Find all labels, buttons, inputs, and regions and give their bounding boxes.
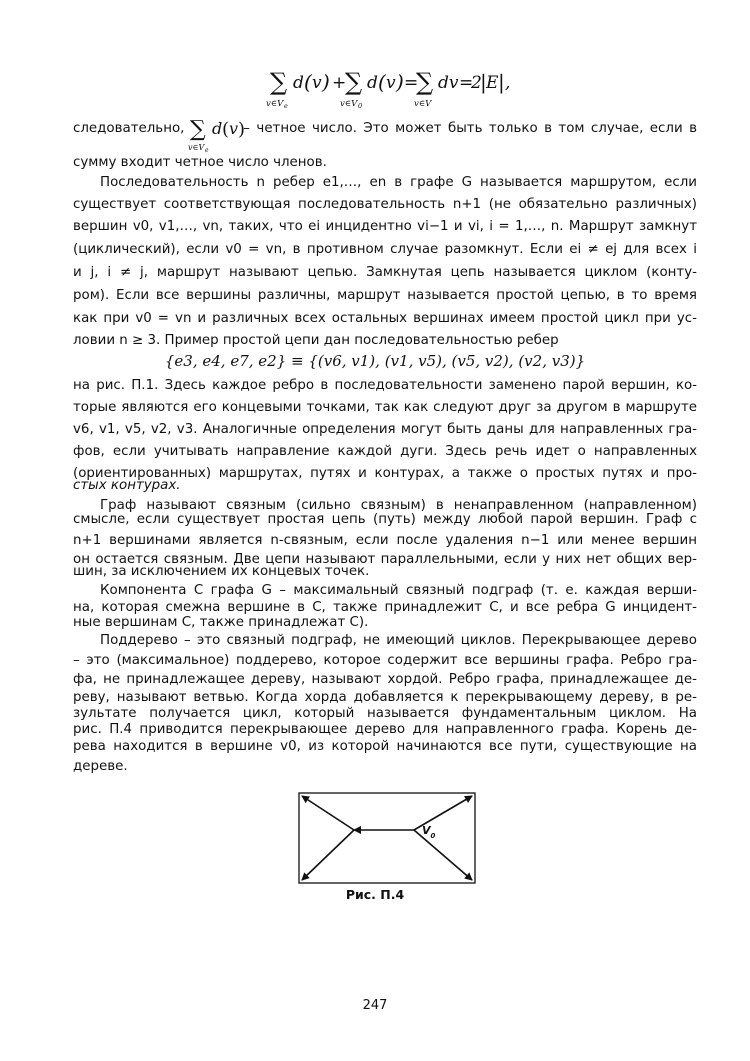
line-1-pre: следовательно, xyxy=(73,121,191,136)
svg-text:v: v xyxy=(386,73,396,93)
text-line-2: сумму входит четное число членов. xyxy=(73,155,327,170)
svg-text:=: = xyxy=(404,73,419,93)
text-line-30: рис. П.4 приводится перекрывающее дерево для направленного графа. Корень де- xyxy=(73,722,697,737)
text-line-11: на рис. П.1. Здесь каждое ребро в последовательности заменено парой вершин, ко- xyxy=(73,378,697,393)
svg-text:(: ( xyxy=(222,119,230,140)
text-line-12: торые являются его концевыми точками, так как следуют друг за другом в маршруте xyxy=(73,400,697,415)
svg-text:): ) xyxy=(238,119,246,140)
svg-text:v: v xyxy=(229,119,239,138)
figure-caption: Рис. П.4 xyxy=(345,887,405,902)
text-line-20: он остается связным. Две цепи называют параллельными, если у них нет общих вер- xyxy=(73,552,697,567)
svg-text:+: + xyxy=(332,73,347,93)
text-line-24: ные вершинам C, также принадлежат C). xyxy=(73,615,369,630)
text-line-6: (циклический), если v0 = vn, в противном случае разомкнут. Если ei ≠ ej для всех i xyxy=(73,242,697,257)
edge-center-bottom-left xyxy=(302,830,354,880)
text-line-31: рева находится в вершине v0, из которой начинаются все пути, существующие на xyxy=(73,739,697,754)
text-line-9: как при v0 = vn и различных всех остальных вершинах имеем простой цикл при ус- xyxy=(73,311,697,326)
svg-text:dv: dv xyxy=(438,73,459,93)
svg-text:d: d xyxy=(367,73,378,93)
text-line-13: v6, v1, v5, v2, v3. Аналогичные определения могут быть даны для направленных гра- xyxy=(73,422,697,437)
formula-degree-sum xyxy=(0,60,750,110)
inline-sum-even xyxy=(188,112,248,156)
text-line-7: и j, i ≠ j, маршрут называют цепью. Замкнутая цепь называется циклом (конту- xyxy=(73,265,697,280)
svg-text:∑: ∑ xyxy=(190,117,206,142)
vertex-label-v0: $V_0$ xyxy=(422,824,436,840)
text-line-19: n+1 вершинами является n-связным, если после удаления n−1 или менее вершин xyxy=(73,533,697,548)
text-line-18: смысле, если существует простая цепь (путь) между любой парой вершин. Граф с xyxy=(73,512,697,527)
line-1-post: – четное число. Это может быть только в том случае, если в xyxy=(243,121,697,136)
vertex-label-sub: 0 xyxy=(430,832,436,840)
text-line-8: ром). Если все вершины различны, маршрут называется простой цепью, в то время xyxy=(73,288,697,303)
edge-center-top-left xyxy=(302,796,354,830)
svg-text:v∈V: v∈V xyxy=(188,143,205,152)
svg-text:d: d xyxy=(293,73,304,93)
svg-text:v∈V: v∈V xyxy=(266,99,284,109)
text-line-28: реву, называют ветвью. Когда хорда добавляется к перекрывающему дереву, в ре- xyxy=(73,690,697,705)
text-line-1 xyxy=(73,118,697,141)
svg-text:): ) xyxy=(396,70,404,94)
text-line-21: шин, за исключением их концевых точек. xyxy=(73,564,370,579)
page-number: 247 xyxy=(362,998,388,1013)
svg-text:E: E xyxy=(486,73,499,93)
svg-text:(: ( xyxy=(378,70,386,94)
formula-degree-sum-graphic xyxy=(0,60,750,110)
svg-text:=: = xyxy=(459,73,474,93)
figure-spanning-tree xyxy=(296,790,480,886)
text-line-3: Последовательность n ребер e1,…, en в графе G называется маршрутом, если xyxy=(100,175,697,190)
svg-text:2: 2 xyxy=(471,73,482,93)
text-line-29: зультате получается цикл, который называется фундаментальным циклом. На xyxy=(73,706,697,721)
text-line-17: Граф называют связным (сильно связным) в ненаправленном (направленном) xyxy=(100,498,697,513)
formula-edge-sequence: {e3, e4, e7, e2} ≡ {(v6, v1), (v1, v5), (v5, v2), (v2, v3)} xyxy=(164,352,586,370)
figure-frame xyxy=(299,793,475,883)
svg-text:,: , xyxy=(505,73,511,93)
svg-text:v∈V: v∈V xyxy=(414,99,432,109)
text-line-23: на, которая смежна вершине в C, также принадлежит C, и все ребра G инцидент- xyxy=(73,600,697,615)
svg-text:v∈V: v∈V xyxy=(340,99,358,109)
svg-text:∑: ∑ xyxy=(270,68,288,96)
svg-text:v: v xyxy=(312,73,322,93)
text-line-27: фа, не принадлежащее дереву, называют хордой. Ребро графа, принадлежащее де- xyxy=(73,672,697,687)
svg-text:|: | xyxy=(480,70,487,94)
text-line-10: ловии n ≥ 3. Пример простой цепи дан последовательностью ребер xyxy=(73,333,559,348)
text-line-25: Поддерево – это связный подграф, не имеющий циклов. Перекрывающее дерево xyxy=(100,633,697,648)
text-line-32: дереве. xyxy=(73,759,128,774)
text-line-16: стых контурах. xyxy=(73,478,181,493)
svg-text:e: e xyxy=(284,102,288,110)
text-line-22: Компонента C графа G – максимальный связный подграф (т. е. каждая верши- xyxy=(100,583,697,598)
svg-text:): ) xyxy=(322,70,330,94)
text-line-5: вершин v0, v1,…, vn, таких, что ei инцидентно vi−1 и vi, i = 1,…, n. Маршрут замкнут xyxy=(73,219,697,234)
svg-text:e: e xyxy=(205,147,209,154)
svg-text:∑: ∑ xyxy=(416,68,434,96)
svg-text:d: d xyxy=(212,119,223,138)
svg-text:|: | xyxy=(498,70,505,94)
svg-text:∑: ∑ xyxy=(345,68,363,96)
text-line-4: существует соответствующая последовательность n+1 (не обязательно различных) xyxy=(73,197,697,212)
text-line-26: – это (максимальное) поддерево, которое содержит все вершины графа. Ребро гра- xyxy=(73,653,697,668)
svg-text:0: 0 xyxy=(358,102,363,110)
edge-v0-bottom-right xyxy=(414,830,472,880)
svg-text:(: ( xyxy=(304,70,312,94)
text-line-14: фов, если учитывать направление каждой дуги. Здесь речь идет о направленных xyxy=(73,444,697,459)
text-line-15: (ориентированных) маршрутах, путях и контурах, а также о простых путях и про- xyxy=(73,466,697,481)
